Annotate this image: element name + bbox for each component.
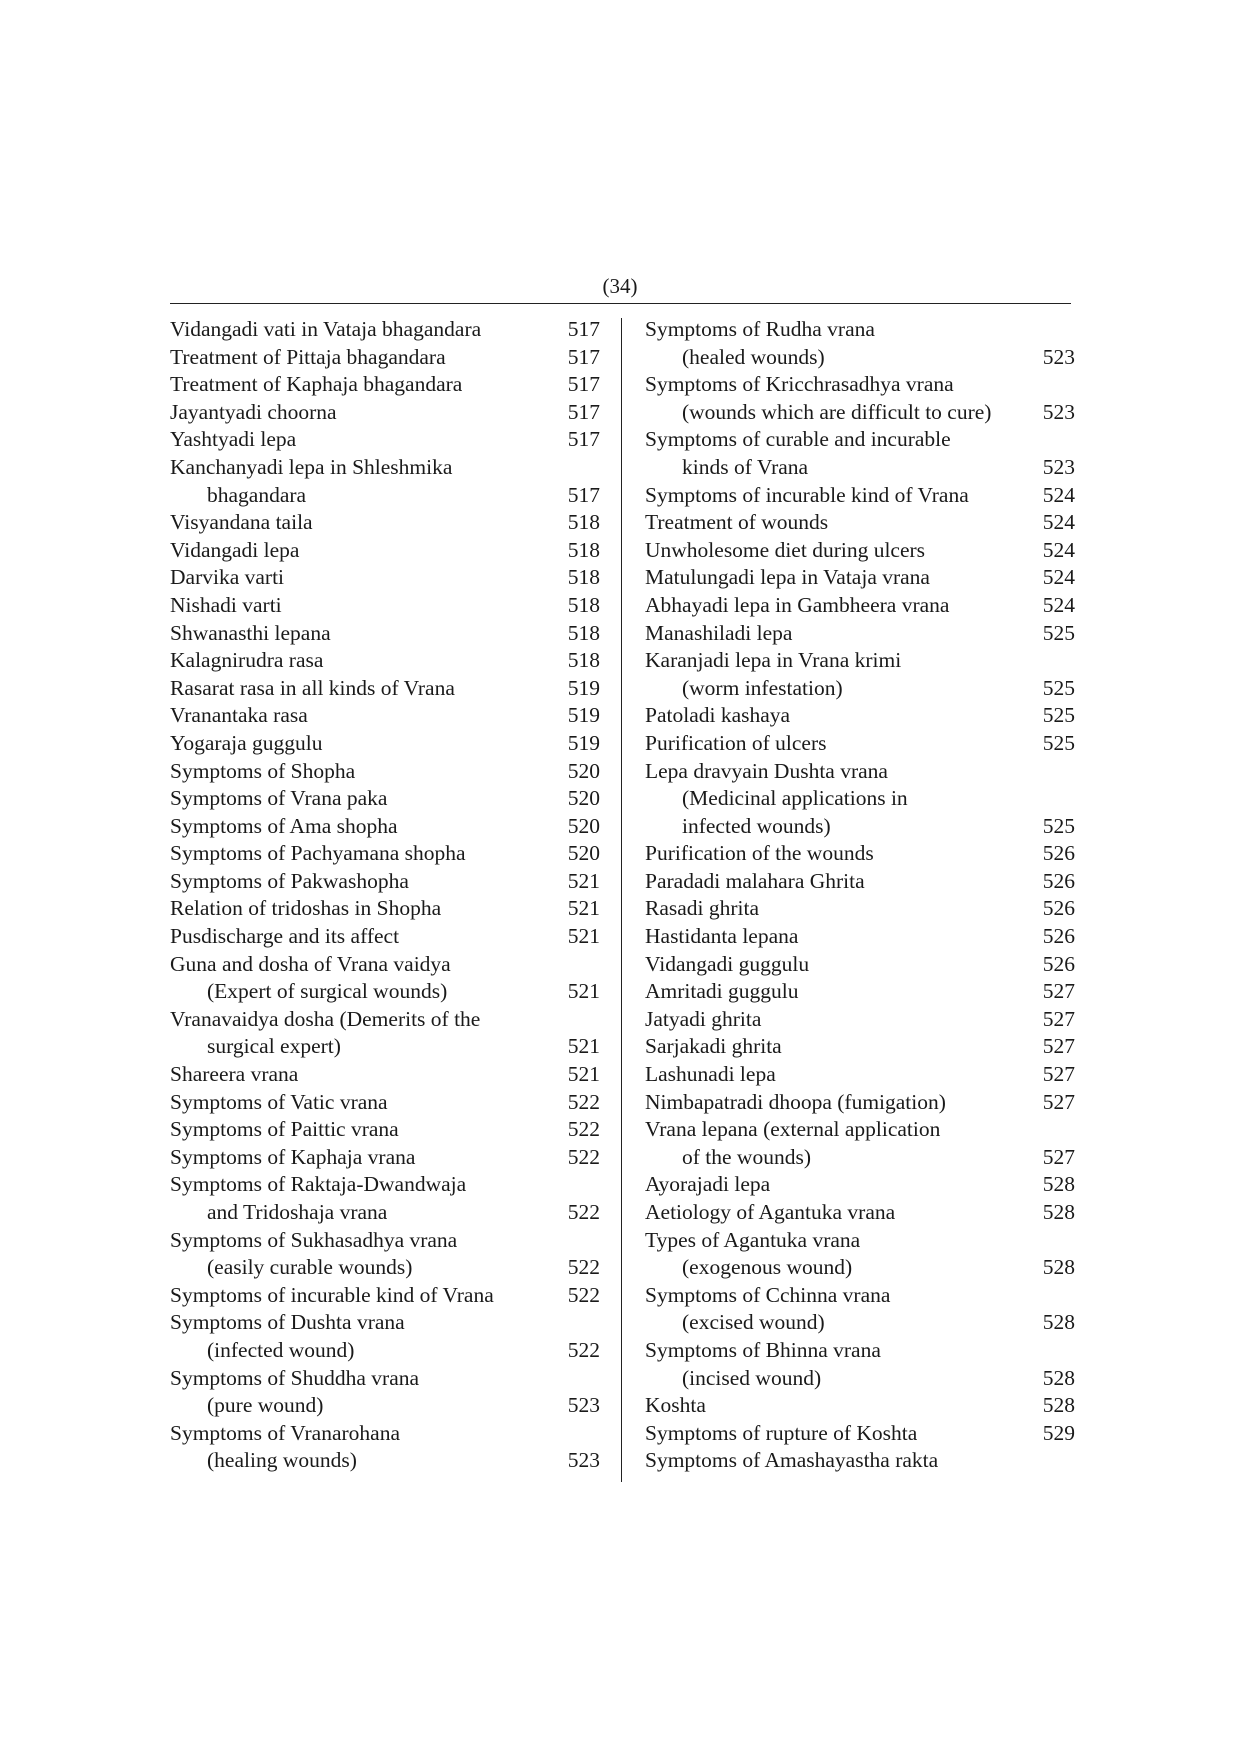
entry-title: Symptoms of Shuddha vrana <box>170 1365 420 1390</box>
entry-page-number: 525 <box>1042 675 1075 700</box>
index-entry <box>170 564 600 592</box>
entry-title: Symptoms of rupture of Koshta <box>645 1420 918 1445</box>
index-entry <box>170 426 600 454</box>
entry-title: (pure wound) <box>207 1393 324 1418</box>
index-entry <box>170 1116 600 1144</box>
entry-page-number: 520 <box>567 786 600 811</box>
index-entry <box>170 1309 600 1337</box>
index-entry <box>645 1309 1075 1337</box>
entry-title: bhagandara <box>207 482 307 507</box>
entry-page-number: 522 <box>567 1282 600 1307</box>
index-entry <box>645 868 1075 896</box>
index-entry <box>645 1171 1075 1199</box>
index-entry <box>645 537 1075 565</box>
entry-page-number: 524 <box>1042 565 1075 590</box>
entry-title: Symptoms of Vranarohana <box>170 1420 400 1445</box>
entry-title: Darvika varti <box>170 565 285 590</box>
entry-page-number: 517 <box>567 399 600 424</box>
index-entry <box>645 620 1075 648</box>
index-entry <box>645 978 1075 1006</box>
index-entry <box>645 1033 1075 1061</box>
header-rule <box>170 303 1071 304</box>
page-number: (34) <box>602 274 638 298</box>
entry-page-number: 519 <box>567 730 600 755</box>
index-entry <box>645 895 1075 923</box>
entry-title: Kalagnirudra rasa <box>170 648 324 673</box>
index-entry <box>645 702 1075 730</box>
entry-title: Nimbapatradi dhoopa (fumigation) <box>645 1089 946 1114</box>
entry-title: Matulungadi lepa in Vataja vrana <box>645 565 930 590</box>
index-entry <box>645 675 1075 703</box>
entry-title: Guna and dosha of Vrana vaidya <box>170 951 451 976</box>
left-column <box>170 316 600 1475</box>
entry-title: Vranavaidya dosha (Demerits of the <box>170 1006 481 1031</box>
entry-title: (Expert of surgical wounds) <box>207 979 448 1004</box>
index-entry <box>170 454 600 482</box>
entry-title: (healing wounds) <box>207 1448 357 1473</box>
entry-page-number: 518 <box>567 537 600 562</box>
index-entry <box>645 316 1075 344</box>
entry-page-number: 526 <box>1042 868 1075 893</box>
entry-page-number: 527 <box>1042 979 1075 1004</box>
index-entry <box>170 537 600 565</box>
index-entry <box>170 371 600 399</box>
index-entry <box>645 1254 1075 1282</box>
entry-title: and Tridoshaja vrana <box>207 1200 388 1224</box>
entry-title: infected wounds) <box>682 813 831 838</box>
index-entry <box>645 482 1075 510</box>
entry-title: surgical expert) <box>207 1034 341 1059</box>
entry-title: Lashunadi lepa <box>645 1062 776 1087</box>
entry-title: Sarjakadi ghrita <box>645 1034 782 1059</box>
index-entry <box>645 592 1075 620</box>
entry-page-number: 517 <box>567 317 600 341</box>
index-entry <box>170 1089 600 1117</box>
entry-page-number: 519 <box>567 703 600 728</box>
index-entry <box>170 1006 600 1034</box>
index-entry <box>170 758 600 786</box>
entry-title: Symptoms of Rudha vrana <box>645 317 875 341</box>
index-entry <box>170 1033 600 1061</box>
entry-title: kinds of Vrana <box>682 454 809 479</box>
entry-title: (exogenous wound) <box>682 1255 853 1280</box>
entry-title: Koshta <box>645 1393 706 1418</box>
entry-page-number: 521 <box>567 1034 600 1059</box>
index-entry <box>170 1337 600 1365</box>
entry-page-number: 529 <box>1042 1420 1075 1445</box>
entry-page-number: 526 <box>1042 841 1075 866</box>
entry-title: Symptoms of Raktaja-Dwandwaja <box>170 1172 467 1197</box>
entry-page-number: 520 <box>567 758 600 783</box>
entry-title: Vidangadi guggulu <box>645 951 810 976</box>
entry-page-number: 525 <box>1042 813 1075 838</box>
index-entry <box>645 1144 1075 1172</box>
entry-title: (Medicinal applications in <box>682 786 908 811</box>
index-entry <box>170 1282 600 1310</box>
entry-page-number: 523 <box>1042 344 1075 369</box>
index-entry <box>170 785 600 813</box>
entry-title: Vidangadi vati in Vataja bhagandara <box>170 317 482 341</box>
entry-page-number: 526 <box>1042 951 1075 976</box>
entry-title: Relation of tridoshas in Shopha <box>170 896 442 921</box>
entry-title: Paradadi malahara Ghrita <box>645 868 865 893</box>
entry-title: Visyandana taila <box>170 510 313 535</box>
index-entry <box>645 426 1075 454</box>
entry-title: Symptoms of Sukhasadhya vrana <box>170 1227 458 1252</box>
entry-title: (wounds which are difficult to cure) <box>682 399 992 424</box>
entry-page-number: 521 <box>567 979 600 1004</box>
entry-page-number: 517 <box>567 482 600 507</box>
entry-title: Symptoms of Pachyamana shopha <box>170 841 466 866</box>
entry-title: Manashiladi lepa <box>645 620 793 645</box>
index-entry <box>170 1144 600 1172</box>
entry-title: Yogaraja guggulu <box>170 730 323 755</box>
entry-title: Rasarat rasa in all kinds of Vrana <box>170 675 455 700</box>
index-entry <box>170 1365 600 1393</box>
entry-page-number: 521 <box>567 1062 600 1087</box>
entry-title: (worm infestation) <box>682 675 843 700</box>
entry-title: Symptoms of Kaphaja vrana <box>170 1144 416 1169</box>
entry-title: Kanchanyadi lepa in Shleshmika <box>170 454 453 479</box>
entry-title: Treatment of Kaphaja bhagandara <box>170 372 463 397</box>
index-entry <box>170 813 600 841</box>
column-divider <box>621 318 622 1482</box>
entry-page-number: 522 <box>567 1144 600 1169</box>
index-entry <box>645 509 1075 537</box>
entry-title: (excised wound) <box>682 1310 825 1335</box>
entry-title: Shareera vrana <box>170 1062 299 1087</box>
entry-page-number: 523 <box>567 1448 600 1473</box>
entry-title: Types of Agantuka vrana <box>645 1227 861 1252</box>
entry-page-number: 526 <box>1042 924 1075 949</box>
entry-page-number: 520 <box>567 813 600 838</box>
index-entry <box>170 675 600 703</box>
entry-title: Symptoms of Ama shopha <box>170 813 398 838</box>
index-entry <box>645 758 1075 786</box>
entry-title: Symptoms of incurable kind of Vrana <box>170 1282 494 1307</box>
entry-title: Patoladi kashaya <box>645 703 791 728</box>
index-entry <box>170 730 600 758</box>
index-entry <box>170 344 600 372</box>
entry-page-number: 527 <box>1042 1089 1075 1114</box>
entry-title: Yashtyadi lepa <box>170 427 297 452</box>
index-entry <box>645 1447 1075 1475</box>
entry-title: Shwanasthi lepana <box>170 620 331 645</box>
entry-title: Symptoms of Pakwashopha <box>170 868 409 893</box>
index-entry <box>645 1227 1075 1255</box>
entry-title: Symptoms of Vrana paka <box>170 786 388 811</box>
entry-title: Purification of ulcers <box>645 730 827 755</box>
entry-title: (incised wound) <box>682 1365 822 1390</box>
entry-title: Karanjadi lepa in Vrana krimi <box>645 648 902 673</box>
entry-title: (easily curable wounds) <box>207 1255 413 1280</box>
index-entry <box>645 564 1075 592</box>
entry-title: Symptoms of Amashayastha rakta <box>645 1448 939 1473</box>
entry-title: of the wounds) <box>682 1144 811 1169</box>
entry-page-number: 524 <box>1042 592 1075 617</box>
index-entry <box>170 647 600 675</box>
index-entry <box>170 482 600 510</box>
entry-title: Lepa dravyain Dushta vrana <box>645 758 888 783</box>
index-entry <box>170 702 600 730</box>
entry-page-number: 518 <box>567 565 600 590</box>
entry-title: Symptoms of incurable kind of Vrana <box>645 482 969 507</box>
index-entry <box>170 1061 600 1089</box>
entry-title: Unwholesome diet during ulcers <box>645 537 926 562</box>
entry-title: Symptoms of Cchinna vrana <box>645 1282 891 1307</box>
entry-page-number: 517 <box>567 372 600 397</box>
index-entry <box>645 840 1075 868</box>
index-entry <box>645 1365 1075 1393</box>
entry-title: Treatment of wounds <box>645 510 829 535</box>
index-entry <box>170 1199 600 1227</box>
entry-title: Ayorajadi lepa <box>645 1172 771 1197</box>
index-entry <box>170 399 600 427</box>
entry-page-number: 524 <box>1042 482 1075 507</box>
entry-page-number: 528 <box>1042 1310 1075 1335</box>
index-entry <box>170 316 600 344</box>
entry-page-number: 523 <box>567 1393 600 1418</box>
entry-page-number: 521 <box>567 924 600 949</box>
right-column <box>645 316 1075 1475</box>
entry-title: Symptoms of Vatic vrana <box>170 1089 388 1114</box>
index-entry <box>170 951 600 979</box>
entry-page-number: 518 <box>567 620 600 645</box>
entry-page-number: 527 <box>1042 1034 1075 1059</box>
index-entry <box>170 1171 600 1199</box>
entry-page-number: 528 <box>1042 1255 1075 1280</box>
index-entry <box>170 1447 600 1475</box>
entry-title: (infected wound) <box>207 1337 355 1362</box>
entry-title: Nishadi varti <box>170 592 282 617</box>
index-entry <box>170 1392 600 1420</box>
index-entry <box>170 978 600 1006</box>
index-entry <box>645 1006 1075 1034</box>
entry-title: Abhayadi lepa in Gambheera vrana <box>645 592 950 617</box>
entry-page-number: 519 <box>567 675 600 700</box>
index-entry <box>645 1337 1075 1365</box>
entry-page-number: 528 <box>1042 1172 1075 1197</box>
entry-title: Symptoms of curable and incurable <box>645 427 951 452</box>
entry-page-number: 517 <box>567 344 600 369</box>
entry-page-number: 522 <box>567 1117 600 1142</box>
entry-title: Symptoms of Paittic vrana <box>170 1117 399 1142</box>
index-entry <box>645 1061 1075 1089</box>
entry-page-number: 520 <box>567 841 600 866</box>
entry-page-number: 523 <box>1042 399 1075 424</box>
index-entry <box>645 813 1075 841</box>
entry-page-number: 521 <box>567 896 600 921</box>
index-entry <box>645 923 1075 951</box>
entry-title: Treatment of Pittaja bhagandara <box>170 344 446 369</box>
index-entry <box>645 1392 1075 1420</box>
index-entry <box>170 923 600 951</box>
entry-title: Symptoms of Dushta vrana <box>170 1310 405 1335</box>
index-entry <box>645 785 1075 813</box>
index-entry <box>170 868 600 896</box>
index-entry <box>170 509 600 537</box>
entry-page-number: 527 <box>1042 1062 1075 1087</box>
entry-page-number: 517 <box>567 427 600 452</box>
index-entry <box>645 647 1075 675</box>
entry-title: Symptoms of Kricchrasadhya vrana <box>645 372 954 397</box>
entry-title: Purification of the wounds <box>645 841 874 866</box>
index-entry <box>645 1282 1075 1310</box>
entry-title: Rasadi ghrita <box>645 896 760 921</box>
entry-title: Pusdischarge and its affect <box>170 924 400 949</box>
entry-page-number: 523 <box>1042 454 1075 479</box>
entry-title: Jayantyadi choorna <box>170 399 337 424</box>
index-entry <box>170 895 600 923</box>
entry-page-number: 525 <box>1042 620 1075 645</box>
entry-page-number: 524 <box>1042 537 1075 562</box>
entry-page-number: 528 <box>1042 1200 1075 1224</box>
entry-page-number: 518 <box>567 592 600 617</box>
index-entry <box>170 1420 600 1448</box>
index-entry <box>645 399 1075 427</box>
entry-page-number: 522 <box>567 1337 600 1362</box>
entry-page-number: 521 <box>567 868 600 893</box>
index-entry <box>645 1199 1075 1227</box>
entry-title: Symptoms of Bhinna vrana <box>645 1337 881 1362</box>
entry-title: Amritadi guggulu <box>645 979 799 1004</box>
index-entry <box>170 592 600 620</box>
entry-page-number: 524 <box>1042 510 1075 535</box>
index-entry <box>645 371 1075 399</box>
index-entry <box>645 454 1075 482</box>
entry-page-number: 526 <box>1042 896 1075 921</box>
entry-title: Vidangadi lepa <box>170 537 300 562</box>
entry-page-number: 522 <box>567 1200 600 1224</box>
entry-title: Vrana lepana (external application <box>645 1117 941 1142</box>
entry-page-number: 528 <box>1042 1393 1075 1418</box>
entry-page-number: 525 <box>1042 703 1075 728</box>
entry-page-number: 528 <box>1042 1365 1075 1390</box>
index-entry <box>645 1116 1075 1144</box>
entry-title: Aetiology of Agantuka vrana <box>645 1200 896 1224</box>
entry-title: (healed wounds) <box>682 344 825 369</box>
entry-title: Jatyadi ghrita <box>645 1006 762 1031</box>
entry-page-number: 518 <box>567 648 600 673</box>
entry-page-number: 518 <box>567 510 600 535</box>
entry-page-number: 522 <box>567 1089 600 1114</box>
index-entry <box>645 730 1075 758</box>
index-entry <box>170 1254 600 1282</box>
index-entry <box>645 1420 1075 1448</box>
entry-page-number: 522 <box>567 1255 600 1280</box>
entry-title: Vranantaka rasa <box>170 703 308 728</box>
entry-title: Symptoms of Shopha <box>170 758 356 783</box>
index-entry <box>645 344 1075 372</box>
index-entry <box>645 1089 1075 1117</box>
entry-page-number: 527 <box>1042 1144 1075 1169</box>
index-entry <box>170 1227 600 1255</box>
index-entry <box>645 951 1075 979</box>
index-entry <box>170 620 600 648</box>
entry-page-number: 527 <box>1042 1006 1075 1031</box>
entry-page-number: 525 <box>1042 730 1075 755</box>
entry-title: Hastidanta lepana <box>645 924 799 949</box>
index-entry <box>170 840 600 868</box>
